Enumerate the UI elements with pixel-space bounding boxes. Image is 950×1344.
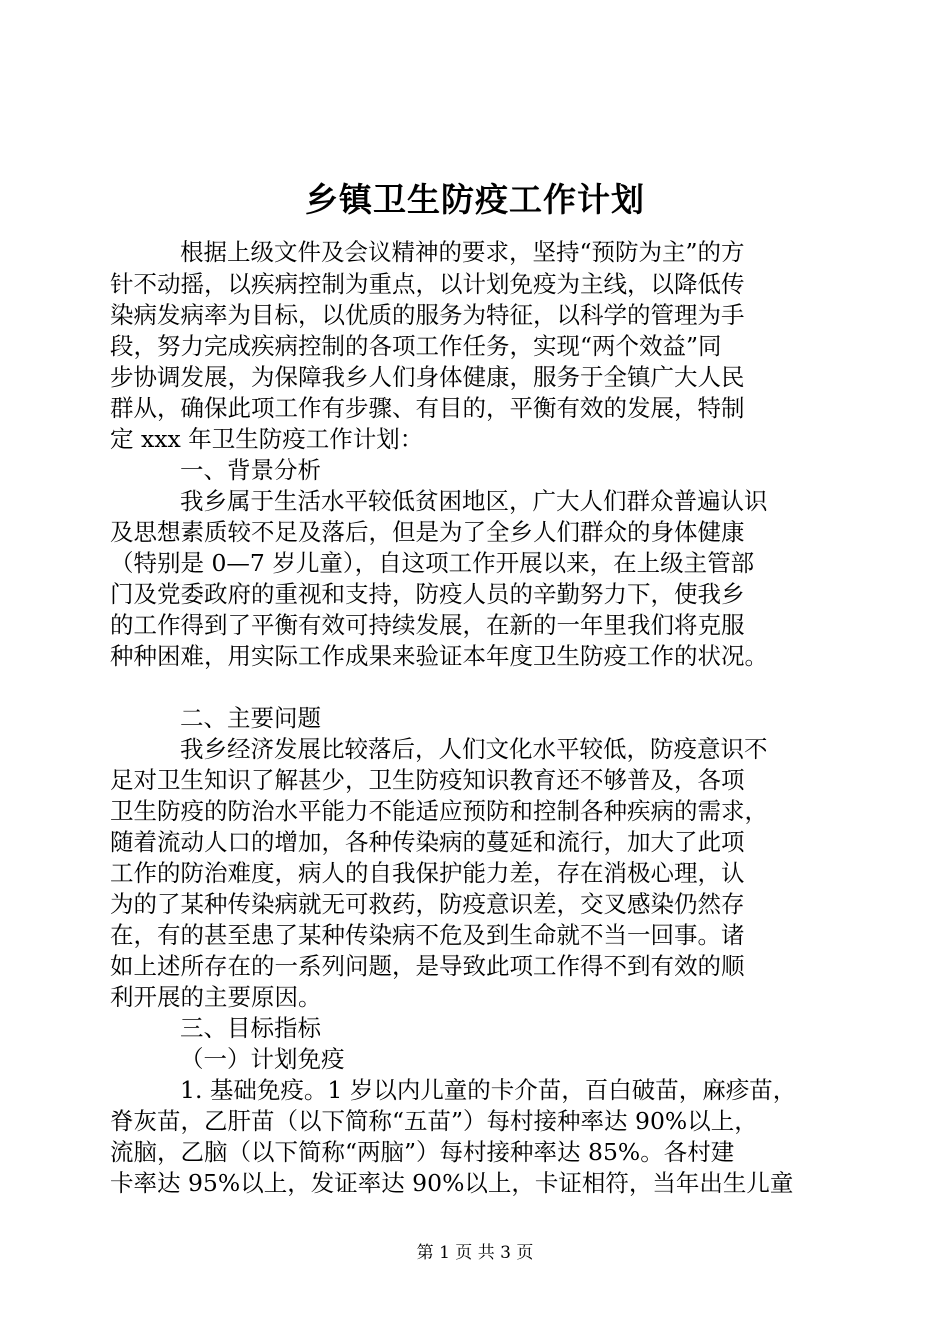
paragraph-line: 根据上级文件及会议精神的要求，坚持“预防为主”的方 [180,238,745,266]
paragraph-line: 的工作得到了平衡有效可持续发展，在新的一年里我们将克服 [110,611,745,639]
paragraph-line: 卡率达 95%以上，发证率达 90%以上，卡证相符，当年出生儿童 [110,1169,794,1197]
paragraph-line: 1. 基础免疫。1 岁以内儿童的卡介苗，百白破苗，麻疹苗， [180,1076,797,1104]
section-heading: 三、目标指标 [180,1014,321,1042]
paragraph-line: 脊灰苗，乙肝苗（以下简称“五苗”）每村接种率达 90%以上， [110,1107,758,1135]
document-title: 乡镇卫生防疫工作计划 [305,180,645,219]
section-heading: 二、主要问题 [180,704,321,732]
section-heading: 一、背景分析 [180,456,321,484]
page-number-footer: 第 1 页 共 3 页 [416,1243,534,1263]
paragraph-line: 种种困难，用实际工作成果来验证本年度卫生防疫工作的状况。 [110,642,768,670]
paragraph-line: 定 xxx 年卫生防疫工作计划： [110,425,424,453]
paragraph-line: 染病发病率为目标，以优质的服务为特征，以科学的管理为手 [110,301,745,329]
paragraph-line: 流脑，乙脑（以下简称“两脑”）每村接种率达 85%。各村建 [110,1138,735,1166]
paragraph-line: 门及党委政府的重视和支持，防疫人员的辛勤努力下，使我乡 [110,580,745,608]
paragraph-line: （特别是 0—7 岁儿童），自这项工作开展以来，在上级主管部 [110,549,755,577]
paragraph-line: 段，努力完成疾病控制的各项工作任务，实现“两个效益”同 [110,332,722,360]
paragraph-line: 在，有的甚至患了某种传染病不危及到生命就不当一回事。诸 [110,921,745,949]
paragraph-line: 我乡属于生活水平较低贫困地区，广大人们群众普遍认识 [180,487,768,515]
paragraph-line: 步协调发展，为保障我乡人们身体健康，服务于全镇广大人民 [110,363,745,391]
paragraph-line: 工作的防治难度，病人的自我保护能力差，存在消极心理，认 [110,859,745,887]
subsection-heading: （一）计划免疫 [180,1045,345,1073]
paragraph-line: 我乡经济发展比较落后，人们文化水平较低，防疫意识不 [180,735,768,763]
paragraph-line: 随着流动人口的增加，各种传染病的蔓延和流行，加大了此项 [110,828,745,856]
paragraph-line: 及思想素质较不足及落后，但是为了全乡人们群众的身体健康 [110,518,745,546]
paragraph-line: 针不动摇，以疾病控制为重点，以计划免疫为主线，以降低传 [110,270,745,298]
paragraph-line: 利开展的主要原因。 [110,983,322,1011]
paragraph-line: 群从，确保此项工作有步骤、有目的，平衡有效的发展，特制 [110,394,745,422]
paragraph-line: 足对卫生知识了解甚少，卫生防疫知识教育还不够普及，各项 [110,766,745,794]
paragraph-line: 为的了某种传染病就无可救药，防疫意识差，交叉感染仍然存 [110,890,745,918]
paragraph-line: 卫生防疫的防治水平能力不能适应预防和控制各种疾病的需求， [110,797,768,825]
paragraph-line: 如上述所存在的一系列问题，是导致此项工作得不到有效的顺 [110,952,745,980]
